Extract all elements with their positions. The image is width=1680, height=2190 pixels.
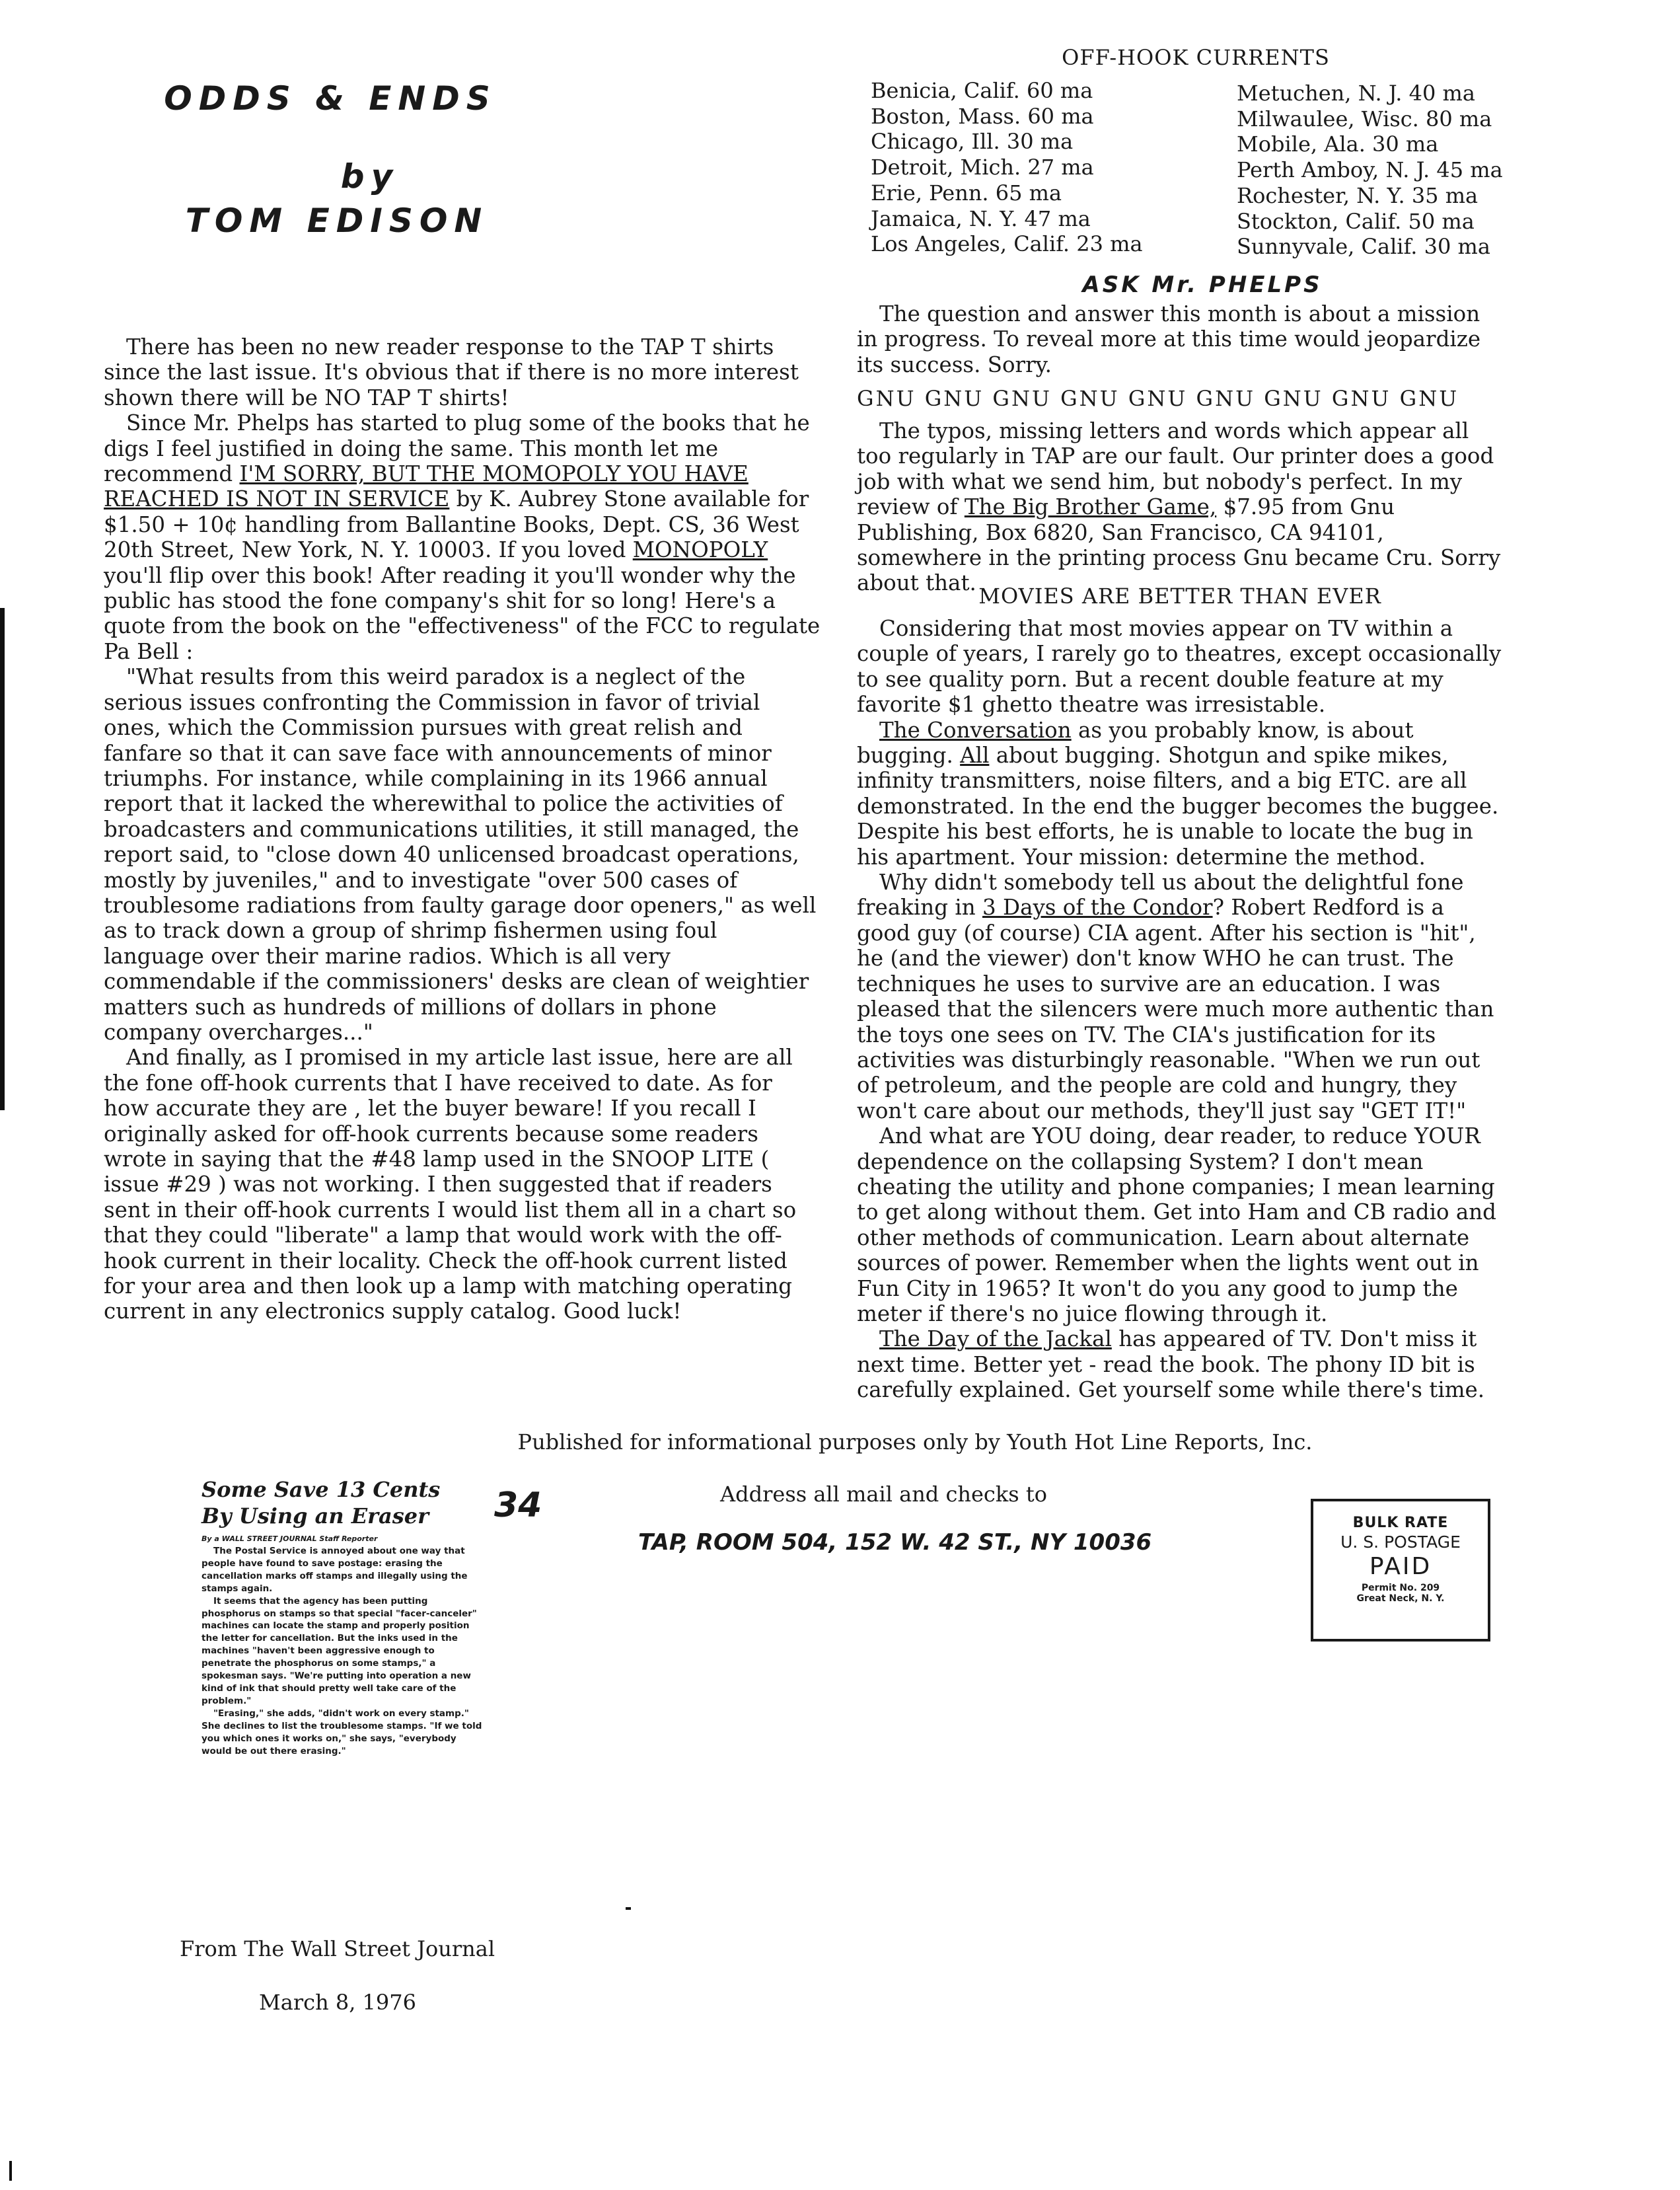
current-entry: Detroit, Mich. 27 ma bbox=[871, 155, 1094, 180]
text-run: $7.95 from Gnu Publishing, Box 6820, San Francisco, CA 94101, somewhere in the printing process Gnu became Cru. Sorry about that. bbox=[857, 494, 1501, 596]
page-number: 34 bbox=[494, 1486, 542, 1525]
current-entry: Metuchen, N. J. 40 ma bbox=[1237, 81, 1475, 106]
gnu-body bbox=[857, 418, 1503, 596]
current-entry: Perth Amboy, N. J. 45 ma bbox=[1237, 157, 1503, 183]
current-entry: Benicia, Calif. 60 ma bbox=[871, 78, 1093, 103]
film-title: The Day of the Jackal bbox=[879, 1326, 1112, 1352]
current-entry: Jamaica, N. Y. 47 ma bbox=[871, 206, 1091, 231]
stamp-line: Permit No. 209 bbox=[1361, 1583, 1440, 1593]
text-run: Why didn't somebody tell us about the delightful fone freaking in bbox=[857, 870, 1464, 921]
current-entry: Mobile, Ala. 30 ma bbox=[1237, 132, 1439, 157]
article-body bbox=[104, 334, 821, 1324]
movies-paragraph: And what are YOU doing, dear reader, to reduce YOUR dependence on the collapsing System? I don't mean cheating the utility and phone companies; I mean learning to get along without them. Get into Ham and CB radio and other methods of communication. Learn about alternate sources of power. Remember when the lights went out in Fun City in 1965? It won't do you any good to jump the meter if there's no juice flowing through it. bbox=[857, 1123, 1496, 1326]
clipping-headline: Some Save 13 Cents bbox=[201, 1477, 441, 1502]
gnu-paragraph bbox=[857, 418, 1503, 596]
movies-heading: MOVIES ARE BETTER THAN EVER bbox=[978, 584, 1381, 609]
gnu-divider: GNU GNU GNU GNU GNU GNU GNU GNU GNU bbox=[857, 386, 1459, 411]
current-entry: Sunnyvale, Calif. 30 ma bbox=[1237, 234, 1490, 260]
clipping-headline: By Using an Eraser bbox=[201, 1503, 429, 1529]
clipping-byline: By a WALL STREET JOURNAL Staff Reporter bbox=[201, 1534, 378, 1543]
currents-right-list bbox=[1237, 81, 1567, 260]
stamp-line: U. S. POSTAGE bbox=[1340, 1532, 1461, 1552]
article-paragraph: And finally, as I promised in my article last issue, here are all the fone off-hook currents that I have received to date. As for how accurate they are , let the buyer beware! If you recall I originally asked for off-hook currents because some readers wrote in saying that the #48 lamp used in the SNOOP LITE ( issue #29 ) was not working. I then suggested that if readers sent in their off-hook currents I would list them all in a chart so that they could "liberate" a lamp that would work with the off-hook current in their locality. Check the off-hook current listed for your area and then look up a lamp with matching operating current in any electronics supply catalog. Good luck! bbox=[104, 1045, 797, 1324]
scan-edge-mark bbox=[9, 2161, 12, 2181]
currents-left-list bbox=[871, 78, 1221, 257]
clipping-date: March 8, 1976 bbox=[259, 1990, 416, 2015]
clipping-source: From The Wall Street Journal bbox=[180, 1936, 495, 1961]
book-title: The Big Brother Game, bbox=[964, 494, 1217, 520]
current-entry: Erie, Penn. 65 ma bbox=[871, 180, 1062, 206]
current-entry: Los Angeles, Calif. 23 ma bbox=[871, 231, 1143, 257]
article-paragraph bbox=[104, 410, 821, 664]
text-run: by K. Aubrey Stone available for $1.50 + 10¢ handling from Ballantine Books, Dept. CS, 36 West 20th Street, New York, N. Y. 10003. If you loved bbox=[104, 486, 809, 563]
scan-speck bbox=[626, 1907, 631, 1910]
postage-indicia bbox=[1311, 1499, 1490, 1642]
book-reference: MONOPOLY bbox=[632, 537, 768, 563]
movies-paragraph bbox=[857, 870, 1503, 1123]
current-entry: Milwaulee, Wisc. 80 ma bbox=[1237, 106, 1492, 132]
phelps-heading: ASK Mr. PHELPS bbox=[1082, 272, 1323, 298]
text-run: about bugging. Shotgun and spike mikes, infinity transmitters, noise filters, and a big ETC. are all demonstrated. In the end the bugger becomes the buggee. Despite his best efforts, he is unable to locate the bug in his apartment. Your mission: determine the method. bbox=[857, 743, 1499, 870]
news-clipping bbox=[201, 1476, 486, 1757]
article-author: TOM EDISON bbox=[185, 202, 489, 240]
phelps-paragraph: The question and answer this month is about a mission in progress. To reveal more at this time would jeopardize its success. Sorry. bbox=[857, 301, 1481, 377]
text-run: ? Robert Redford is a good guy (of course) CIA agent. After his section is "hit", he (and the viewer) don't know WHO he can trust. The techniques he uses to survive are an education. I was pleased that the silencers were much more authentic than the toys one sees on TV. The CIA's justification for its activities was disturbingly reasonable. "When we run out of petroleum, and the people are cold and hungry, they won't care about our methods, they'll just say "GET IT!" bbox=[857, 895, 1494, 1123]
mailing-address: TAP, ROOM 504, 152 W. 42 ST., NY 10036 bbox=[638, 1529, 1152, 1556]
clipping-body bbox=[201, 1545, 486, 1757]
publisher-note: Published for informational purposes only by Youth Hot Line Reports, Inc. bbox=[517, 1429, 1313, 1454]
movies-paragraph bbox=[857, 718, 1503, 870]
current-entry: Chicago, Ill. 30 ma bbox=[871, 129, 1074, 155]
fcc-quote: "What results from this weird paradox is a neglect of the serious issues confronting the Commission in favor of trivial ones, which the Commission pursues with great relish and fanfare so that it can save face with announcements of minor triumphs. For instance, while complaining in its 1966 annual report that it lacked the wherewithal to police the activities of broadcasters and communications utilities, it still managed, the report said, to "close down 40 unlicensed broadcast operations, mostly by juveniles," and to investigate "over 500 cases of troublesome radiations from faulty garage door openers," as well as to track down a group of shrimp fishermen using foul language over their marine radios. Which is all very commendable if the commissioners' desks are clean of weightier matters such as hundreds of millions of dollars in phone company overcharges..." bbox=[104, 664, 817, 1045]
article-by: by bbox=[340, 157, 400, 196]
book-title: I'M SORRY, BUT THE MOMOPOLY YOU HAVE REACHED IS NOT IN SERVICE bbox=[104, 461, 749, 512]
text-run: Since Mr. Phelps has started to plug some of the books that he digs I feel justified in doing the same. This month let me recommend bbox=[104, 410, 810, 487]
text-run: as you probably know, is about bugging. bbox=[857, 717, 1414, 769]
movies-paragraph: Considering that most movies appear on TV within a couple of years, I rarely go to theatres, except occasionally to see quality porn. But a recent double feature at my favorite $1 ghetto theatre was irresistable. bbox=[857, 616, 1502, 718]
article-title: ODDS & ENDS bbox=[164, 79, 497, 118]
film-title: The Conversation bbox=[879, 717, 1072, 743]
clipping-paragraph: It seems that the agency has been putting phosphorus on stamps so that special "facer-canceler" machines can locate the stamp and properly position the letter for cancellation. But the inks used in the machines "haven't been aggressive enough to penetrate the phosphorus on some stamps," a spokesman says. "We're putting into operation a new kind of ink that should pretty well take care of the problem." bbox=[201, 1595, 477, 1706]
movies-body bbox=[857, 616, 1503, 1403]
movies-paragraph bbox=[857, 1326, 1503, 1402]
article-paragraph: There has been no new reader response to the TAP T shirts since the last issue. It's obvious that if there is no more interest shown there will be NO TAP T shirts! bbox=[104, 334, 799, 410]
address-label: Address all mail and checks to bbox=[720, 1482, 1047, 1507]
stamp-line: BULK RATE bbox=[1352, 1515, 1449, 1531]
clipping-paragraph: The Postal Service is annoyed about one way that people have found to save postage: erasing the cancellation marks off stamps and illegally using the stamps again. bbox=[201, 1546, 468, 1594]
clipping-paragraph: "Erasing," she adds, "didn't work on every stamp." She declines to list the troublesome stamps. "If we told you which ones it works on," she says, "everybody would be out there erasing." bbox=[201, 1708, 482, 1756]
current-entry: Rochester, N. Y. 35 ma bbox=[1237, 182, 1479, 208]
emphasis: All bbox=[960, 743, 990, 769]
text-run: has appeared of TV. Don't miss it next time. Better yet - read the book. The phony ID bit is carefully explained. Get yourself some while there's time. bbox=[857, 1326, 1485, 1403]
text-run: The typos, missing letters and words which appear all too regularly in TAP are our fault. Our printer does a good job with what we send him, but nobody's perfect. In my review of bbox=[857, 418, 1494, 520]
current-entry: Boston, Mass. 60 ma bbox=[871, 103, 1094, 129]
current-entry: Stockton, Calif. 50 ma bbox=[1237, 208, 1475, 234]
phelps-body bbox=[857, 301, 1503, 377]
text-run: you'll flip over this book! After reading it you'll wonder why the public has stood the fone company's shit for so long! Here's a quote from the book on the "effectiveness" of the FCC to regulate Pa Bell : bbox=[104, 562, 821, 664]
stamp-line: Great Neck, N. Y. bbox=[1356, 1593, 1445, 1604]
stamp-line: PAID bbox=[1369, 1553, 1432, 1580]
film-title: 3 Days of the Condor bbox=[982, 895, 1213, 921]
scan-edge-mark bbox=[0, 608, 5, 1110]
currents-heading: OFF-HOOK CURRENTS bbox=[1062, 45, 1330, 70]
